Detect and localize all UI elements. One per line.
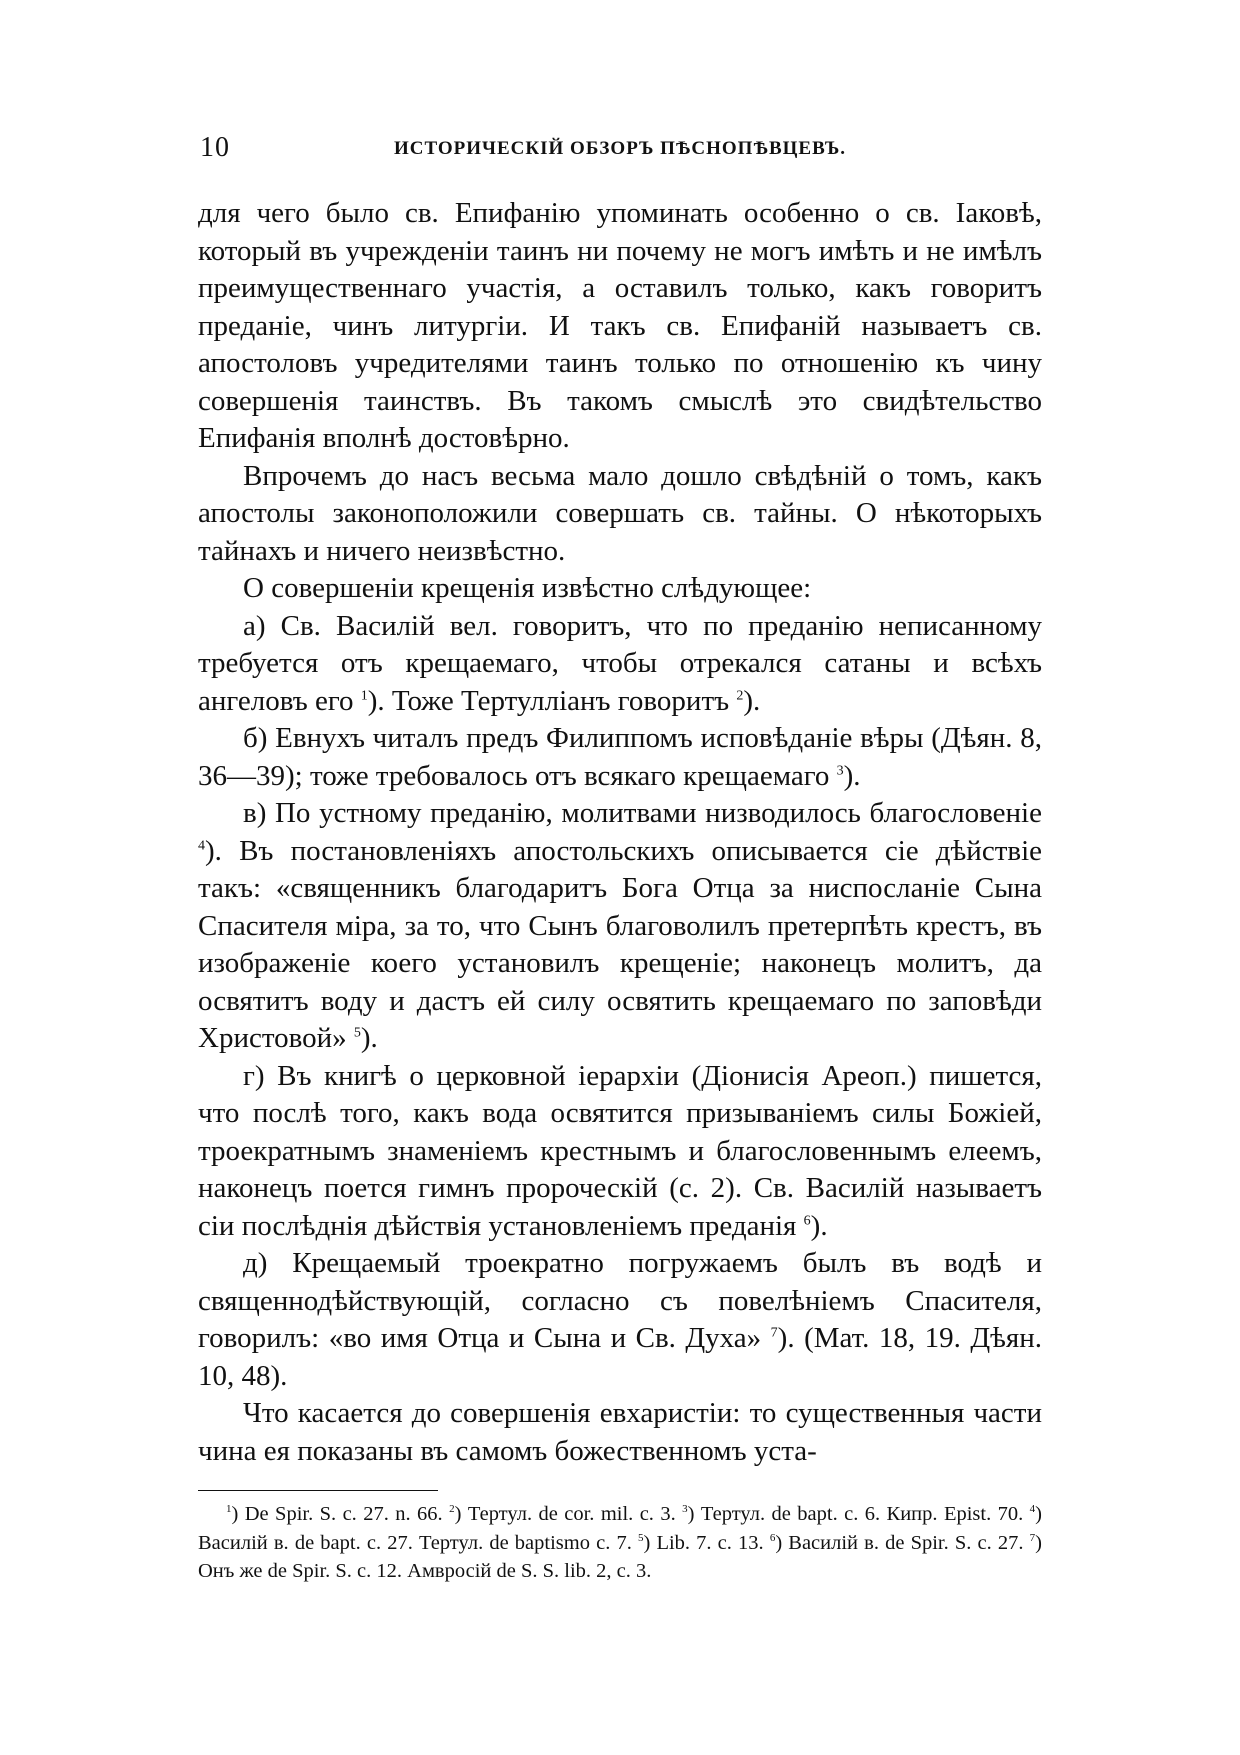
footnote-marker: 7 <box>770 1325 778 1341</box>
paragraph <box>198 1058 1042 1246</box>
footnote-marker: 3 <box>836 762 844 778</box>
text-segment: ). (Мат. 18, 19. Дѣян. 10, 48). <box>198 1322 1042 1392</box>
text-segment: ) Онъ же de Spir. S. c. 12. Амвросій de S. S. lib. 2, c. 3. <box>198 1531 1042 1582</box>
footnote-marker: 1 <box>360 687 368 703</box>
paragraph <box>198 795 1042 1058</box>
footnote-marker: 6 <box>769 1531 776 1544</box>
paragraph <box>198 458 1042 571</box>
paragraph <box>198 1245 1042 1395</box>
text-segment: ) Lib. 7. c. 13. <box>643 1531 770 1554</box>
footnote-marker: 6 <box>803 1212 811 1228</box>
text-segment: Что касается до совершенія евхаристіи: то существенныя части чина ея показаны въ самомъ божественномъ уста- <box>198 1397 1042 1467</box>
text-segment: а) Св. Василій вел. говоритъ, что по преданію неписанному требуется отъ крещаемаго, чтобы отрекался сатаны и всѣхъ ангеловъ его <box>198 609 1042 717</box>
text-segment: ). <box>810 1209 828 1242</box>
text-segment: для чего было св. Епифанію упоминать особенно о св. Іаковѣ, который въ учрежденіи таинъ ни почему не могъ имѣть и не имѣлъ преимущественнаго участія, а оставилъ только, какъ говоритъ преданіе, чинъ литургіи. И такъ св. Епифаній называетъ св. апостоловъ учредителями таинъ только по отношенію къ чину совершенія таинствъ. Въ такомъ смыслѣ это свидѣтельство Епифанія вполнѣ достовѣрно. <box>198 197 1042 454</box>
paragraph <box>198 570 1042 608</box>
footnote-divider <box>198 1490 438 1491</box>
footnote-marker: 5 <box>637 1531 644 1544</box>
main-text <box>198 195 1042 1470</box>
text-segment: ). Тоже Тертулліанъ говоритъ <box>367 684 737 717</box>
text-segment: д) Крещаемый троекратно погружаемъ былъ въ водѣ и священнодѣйствующій, согласно съ повелѣніемъ Спасителя, говорилъ: «во имя Отца и Сына и Св. Духа» <box>198 1247 1042 1354</box>
footnote-marker: 2 <box>449 1503 455 1516</box>
text-segment: О совершеніи крещенія извѣстно слѣдующее: <box>243 572 812 604</box>
footnote-marker: 3 <box>682 1503 688 1516</box>
text-segment: ) De Spir. S. c. 27. n. 66. <box>231 1503 450 1525</box>
text-segment: ). <box>843 759 861 792</box>
text-segment: в) По устному преданію, молитвами низводилось благословеніе <box>243 797 1042 829</box>
footnote-marker: 7 <box>1029 1531 1036 1544</box>
page-number: 10 <box>200 132 230 163</box>
text-segment: ) Василій в. de bapt. c. 27. Тертул. de baptismo c. 7. <box>198 1503 1042 1554</box>
text-segment: ). <box>360 1022 378 1054</box>
footnote-marker: 4 <box>1029 1503 1036 1516</box>
footnote-marker: 2 <box>736 687 744 703</box>
footnote-marker: 1 <box>226 1503 232 1516</box>
text-segment: ) Тертул. de bapt. c. 6. Кипр. Epist. 70. <box>687 1503 1030 1525</box>
footnotes <box>198 1500 1042 1586</box>
paragraph <box>198 720 1042 795</box>
text-segment: б) Евнухъ читалъ предъ Филиппомъ исповѣданіе вѣры (Дѣян. 8, 36—39); тоже требовалось отъ всякаго крещаемаго <box>198 722 1042 792</box>
paragraph <box>198 608 1042 721</box>
running-head: ИСТОРИЧЕСКІЙ ОБЗОРЪ ПѢСНОПѢВЦЕВЪ. <box>393 138 847 159</box>
footnote-text <box>198 1500 1042 1586</box>
text-segment: г) Въ книгѣ о церковной іерархіи (Діонисія Ареоп.) пишется, что послѣ того, какъ вода освятится призываніемъ силы Божіей, троекратнымъ знаменіемъ крестнымъ и благословеннымъ елеемъ, наконецъ поется гимнъ пророческій (с. 2). Св. Василій называетъ сіи послѣднія дѣйствія установленіемъ преданія <box>198 1059 1042 1242</box>
footnote-marker: 5 <box>353 1025 361 1041</box>
paragraph <box>198 195 1042 458</box>
text-segment: Впрочемъ до насъ весьма мало дошло свѣдѣній о томъ, какъ апостолы законоположили совершать св. тайны. О нѣкоторыхъ тайнахъ и ничего неизвѣстно. <box>198 459 1042 567</box>
text-segment: ). <box>743 684 761 717</box>
page-header <box>200 132 1040 172</box>
paragraph <box>198 1395 1042 1470</box>
footnote-marker: 4 <box>198 837 205 853</box>
text-segment: ) Тертул. de cor. mil. c. 3. <box>454 1503 683 1525</box>
text-segment: ). Въ постановленіяхъ апостольскихъ описывается сіе дѣйствіе такъ: «священникъ благодаритъ Бога Отца за ниспосланіе Сына Спасителя міра, за то, что Сынъ благоволилъ претерпѣть крестъ, въ изображеніе коего установилъ крещеніе; наконецъ молитъ, да освятитъ воду и дастъ ей силу освятить крещаемаго по заповѣди Христовой» <box>198 834 1042 1054</box>
text-segment: ) Василій в. de Spir. S. c. 27. <box>775 1531 1030 1554</box>
